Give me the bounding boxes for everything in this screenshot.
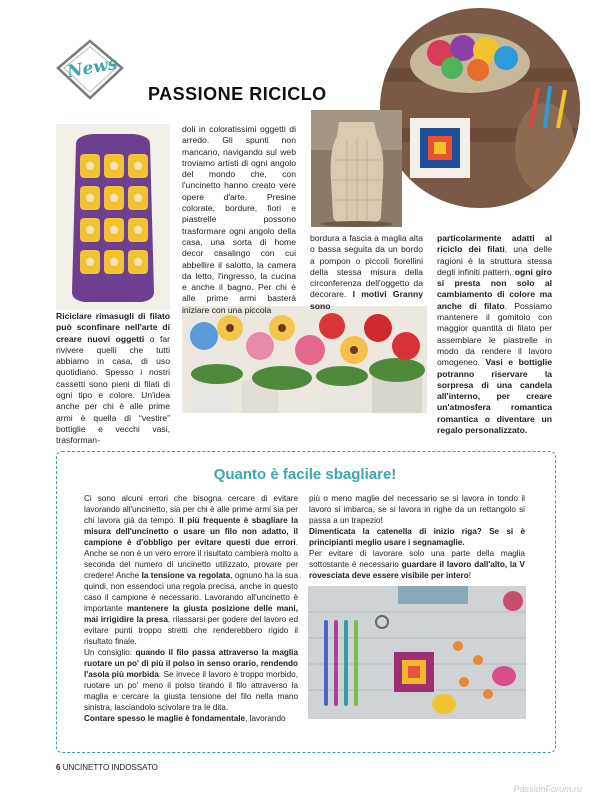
column-4-text [437,233,552,436]
tips-bold: Contare spesso le maglie è fondamentale [84,714,246,723]
tips-right-para-3 [309,548,525,581]
column-2-text: doli in coloratissimi oggetti di arredo. Gli spunti non mancano, navigando sul web troviamo artisti di ogni angolo del mondo che, con l'uncinetto hanno creato vere opere d'arte. Presine colorate, bordure, fiori e piastrelle possono trasformare ogni angolo della casa, una sorta di home decor casalingo con cui abbellire il salotto, la camera da letto, l'ingresso, la cucina e anche il bagno. Per chi è alle prime armi basterà iniziare con una piccola [182,124,296,315]
news-badge-label: News [65,53,119,83]
article-column-1 [56,311,170,447]
tips-text: ! [468,571,472,580]
tips-text: Un consiglio: [84,648,136,657]
column-4-bold-1: particolarmente adatti al riciclo dei filati [437,233,552,255]
tips-bold: Dimenticata la catenella di inizio riga? Se si è principianti meglio usare i segnamaglie. [309,527,525,547]
tips-text: , lavorando [245,714,286,723]
tips-bold: la tensione va regolata [141,571,231,580]
tips-text: , ognuno ha la sua quindi, non essendoci una regola precisa, anche in questo caso il campione è necessario. Lavorando all'uncinetto è importante [84,571,298,613]
tips-right-column [309,493,525,581]
page-footer [56,763,158,772]
column-3-bold: I motivi Granny sono [310,289,423,311]
article-title: PASSIONE RICICLO [148,84,327,104]
column-3-body: bordura a fascia a maglia alta o bassa seguita da un bordo a pompon o piccoli fiorellini della stessa misura della circonferenza dell'oggetto da decorare. [310,233,423,300]
page-number: 6 [56,763,61,772]
tips-box-title: Quanto è facile sbagliare! [213,466,397,483]
tips-bold: quando il filo passa attraverso la maglia ruotare un po' di più il polso in senso orario, rendendo l'asola più morbida [84,648,298,679]
tips-text: Per evitare di lavorare solo una parte della maglia sottostante è necessario [309,549,525,569]
crochet-flowers-photo [182,306,427,413]
article-column-4 [437,233,552,436]
granny-vase-photo [56,124,170,310]
tips-text: . Se invece il lavoro è troppo morbido, ruotare un po' meno il polso tirando il filo attraverso la maglia e cercare la giusta tensione del filo nella mano sinistra, lasciandolo scivolare tra le dita. [84,670,298,712]
tips-text: Ci sono alcuni errori che bisogna cercare di evitare lavorando all'uncinetto, sia per chi è alle prime armi sia per chi lavora già da tempo. [84,494,298,525]
tips-right-para-1: più o meno maglie del necessario se si lavora in tondo il lavoro si imbarca, se si lavora in righe da un rettangolo si passa a un trapezio! [309,494,525,525]
article-column-2 [182,124,296,316]
magazine-name: UNCINETTO INDOSSATO [62,763,158,772]
tips-left-para-2 [84,647,298,713]
column-1-lead: Riciclare rimasugli di filato può sconfinare nell'arte di creare nuovi oggetti [56,311,170,344]
column-4-text-1: , una delle ragioni è la struttura stessa degli infiniti pattern, [437,244,552,277]
tips-bold: guardare il lavoro dall'alto, la V rovesciata deve essere visibile per intero [309,560,526,580]
tips-left-column [84,493,298,724]
tips-bold: mantenere la giusta posizione delle mani, mai irrigidire la presa [84,604,298,624]
column-1-text [56,311,170,447]
tips-text: . Anche se non è un vero errore il risultato cambierà molto a seconda del numero di uncinetto utilizzato, provare per credere! Anche [84,538,298,580]
tips-bold: Il più frequente è sbagliare la misura dell'uncinetto o usare un filo non adatto, il campione è d'obbligo per evitare questi due errori [84,516,299,547]
column-4-bold-2: ogni giro si presta non solo al cambiamento di colore ma anche di filato [437,266,552,311]
tips-left-para-1 [84,493,298,647]
watermark: PassionForum.ru [513,784,582,794]
tips-text: , rilassarsi per godere del lavoro ed evitare punti troppo stretti che renderebbero rigido il risultato finale. [84,615,298,646]
column-1-body: o far rivivere quelli che tutti abbiamo in casa, di uso quotidiano. Spesso i nostri cassetti sono pieni di filati di ogni tipo e colore. Un'idea anche per chi è alle prime armi è quella di “vestire” bottiglie e vecchi vasi, trasforman- [56,333,170,446]
article-column-3 [310,233,423,312]
beige-vase-photo [311,110,402,227]
column-4-text-2: . Possiamo mantenere il gomitolo con maggior quantità di filato per assemblare le piastrelle in modo da rendere il lavoro omogeneo. [437,300,553,368]
tips-left-para-3 [84,713,298,724]
tips-right-para-2 [309,526,525,548]
column-4-bold-3: Vasi e bottiglie potranno riservare la sorpresa di una candela all'interno, per creare un'atmosfera romantica romantica o diventare un regalo personalizzato. [437,357,552,436]
column-3-text [310,233,423,312]
